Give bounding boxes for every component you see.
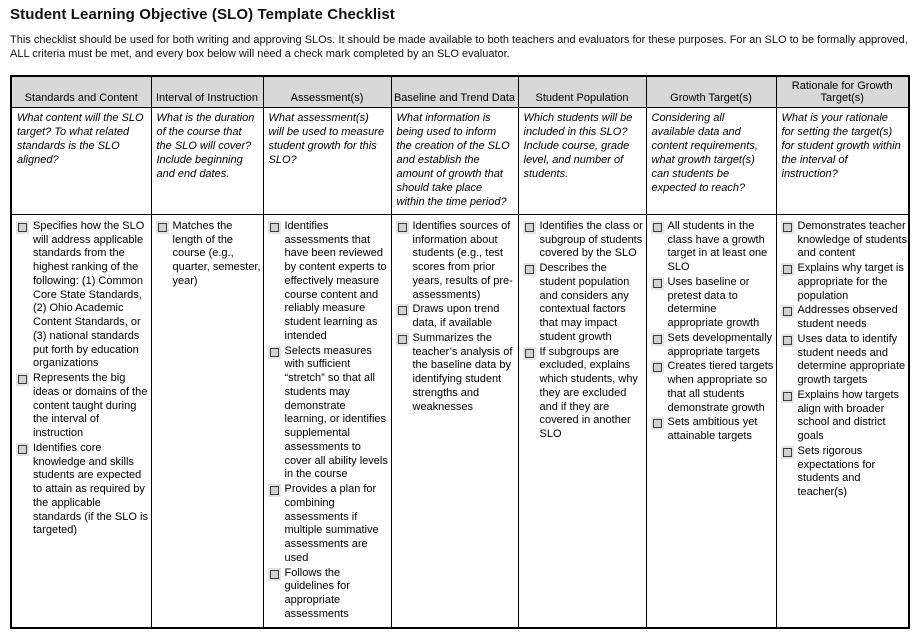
checkbox-unchecked-icon[interactable] [525,349,534,358]
checklist-item [650,416,775,444]
checkbox-unchecked-icon[interactable] [525,265,534,274]
checkbox-unchecked-icon[interactable] [398,306,407,315]
checklist-item-label: If subgroups are excluded, explains which students, why they are excluded and if they are covered in another SLO [539,345,638,441]
column-question-growth-target-s: Considering all available data and content requirements, what growth target(s) can students be expected to reach? [646,107,776,214]
checklist-item-label: Draws upon trend data, if available [412,303,500,330]
checkbox-unchecked-icon[interactable] [270,348,279,357]
column-question-baseline-and-trend-data: What information is being used to inform the creation of the SLO and establish the amount of growth that should take place within the time period? [391,107,518,214]
checklist-item [650,220,775,275]
checklist-item [780,304,908,332]
intro-text: This checklist should be used for both writing and approving SLOs. It should be made available to both teachers and evaluators for these purposes. For an SLO to be formally approved, ALL criteria must be met, and every box below will need a check mark completed by an SLO evaluator. [10,34,908,61]
checklist-item [15,220,150,371]
checklist-item [395,303,517,331]
checklist-item-label: Sets developmentally appropriate targets [667,331,773,358]
checklist-item [780,262,908,303]
checkbox-unchecked-icon[interactable] [653,363,662,372]
checkbox-unchecked-icon[interactable] [783,265,792,274]
checkbox-unchecked-icon[interactable] [270,570,279,579]
checklist-item [267,345,390,483]
checklist-item-label: Matches the length of the course (e.g., quarter, semester, year) [172,219,261,287]
checklist-cell-rationale-for-growth-target-s [776,214,909,627]
checklist-item-label: Identifies sources of information about students (e.g., test scores from prior years, results of pre-assessments) [412,219,513,301]
checklist-cell-standards-and-content [11,214,151,627]
column-header-standards-and-content: Standards and Content [11,76,151,108]
checkbox-unchecked-icon[interactable] [653,223,662,232]
checkbox-unchecked-icon[interactable] [783,392,792,401]
checklist-item-label: Provides a plan for combining assessments if multiple summative assessments are used [284,483,379,564]
checklist-item-label: Explains how targets align with broader school and district goals [797,388,899,443]
column-question-student-population: Which students will be included in this SLO? Include course, grade level, and number of students. [518,107,646,214]
checkbox-unchecked-icon[interactable] [653,335,662,344]
checklist-item-label: Explains why target is appropriate for the population [797,262,904,302]
checklist-item-label: Uses baseline or pretest data to determine appropriate growth [667,275,760,330]
checkbox-unchecked-icon[interactable] [18,445,27,454]
checkbox-unchecked-icon[interactable] [783,448,792,457]
checklist-cell-student-population [518,214,646,627]
checklist-items-row [11,214,909,627]
checklist-cell-baseline-and-trend-data [391,214,518,627]
column-header-student-population: Student Population [518,76,646,108]
checklist-item [267,483,390,566]
column-question-rationale-for-growth-target-s: What is your rationale for setting the target(s) for student growth within the interval of instruction? [776,107,909,214]
checklist-item-label: All students in the class have a growth target in at least one SLO [667,219,768,274]
slo-checklist-table [10,75,910,629]
table-header-row [11,76,909,108]
checklist-cell-growth-target-s [646,214,776,627]
checklist-item [780,445,908,500]
question-row [11,107,909,214]
checkbox-unchecked-icon[interactable] [653,419,662,428]
checklist-item [650,276,775,331]
checkbox-unchecked-icon[interactable] [783,223,792,232]
checklist-item-label: Identifies assessments that have been reviewed by content experts to effectively measure course content and reliably measure student learning as intended [284,219,387,342]
checklist-item [650,332,775,360]
checkbox-unchecked-icon[interactable] [398,335,407,344]
checklist-item-label: Specifies how the SLO will address applicable standards from the highest ranking of the following: (1) Common Core State Standards, (2) Ohio Academic Content Standards, or (3) national standards put forth by education organizations [33,219,145,370]
checklist-item-label: Describes the student population and considers any contextual factors that may impact student growth [539,262,630,343]
checkbox-unchecked-icon[interactable] [398,223,407,232]
checklist-cell-interval-of-instruction [151,214,263,627]
column-header-assessment-s: Assessment(s) [263,76,391,108]
checklist-item [15,442,150,538]
checklist-item [780,333,908,388]
column-header-interval-of-instruction: Interval of Instruction [151,76,263,108]
checklist-item [267,220,390,344]
page-title: Student Learning Objective (SLO) Template Checklist [10,6,395,23]
checklist-item [522,262,645,345]
checklist-item [155,220,262,289]
checklist-item [522,220,645,261]
checklist-item [267,567,390,622]
checkbox-unchecked-icon[interactable] [270,223,279,232]
column-question-interval-of-instruction: What is the duration of the course that the SLO will cover? Include beginning and end dates. [151,107,263,214]
checkbox-unchecked-icon[interactable] [18,223,27,232]
checklist-item [650,360,775,415]
column-header-growth-target-s: Growth Target(s) [646,76,776,108]
column-question-assessment-s: What assessment(s) will be used to measure student growth for this SLO? [263,107,391,214]
checkbox-unchecked-icon[interactable] [783,336,792,345]
column-question-standards-and-content: What content will the SLO target? To what related standards is the SLO aligned? [11,107,151,214]
checklist-item-label: Sets rigorous expectations for students and teacher(s) [797,444,876,499]
checklist-item-label: Creates tiered targets when appropriate so that all students demonstrate growth [667,360,774,414]
checklist-item [780,389,908,444]
checklist-item-label: Follows the guidelines for appropriate assessments [284,566,350,620]
checkbox-unchecked-icon[interactable] [783,307,792,316]
checklist-item-label: Addresses observed student needs [797,304,898,331]
checkbox-unchecked-icon[interactable] [525,223,534,232]
checklist-item [15,372,150,441]
column-header-rationale-for-growth-target-s: Rationale for Growth Target(s) [776,76,909,108]
column-header-baseline-and-trend-data: Baseline and Trend Data [391,76,518,108]
checklist-item-label: Represents the big ideas or domains of the content taught during the interval of instruction [33,372,148,440]
checklist-item-label: Demonstrates teacher knowledge of students and content [797,219,907,260]
checklist-cell-assessment-s [263,214,391,627]
checklist-item [780,220,908,261]
checklist-item-label: Selects measures with sufficient “stretch” so that all students may demonstrate learning, or identifies supplemental assessments to cover all ability levels in the course [284,344,388,481]
checklist-item [395,332,517,415]
checklist-item-label: Uses data to identify student needs and determine appropriate growth targets [797,332,906,387]
checklist-item [395,220,517,303]
checkbox-unchecked-icon[interactable] [270,486,279,495]
checklist-item [522,346,645,442]
checklist-item-label: Identifies the class or subgroup of students covered by the SLO [539,219,643,260]
checklist-item-label: Identifies core knowledge and skills students are expected to attain as required by the applicable standards (if the SLO is targeted) [33,441,148,537]
checkbox-unchecked-icon[interactable] [653,279,662,288]
checkbox-unchecked-icon[interactable] [18,375,27,384]
checklist-item-label: Summarizes the teacher’s analysis of the baseline data by identifying student strengths and weaknesses [412,331,513,413]
checkbox-unchecked-icon[interactable] [158,223,167,232]
checklist-item-label: Sets ambitious yet attainable targets [667,416,758,443]
